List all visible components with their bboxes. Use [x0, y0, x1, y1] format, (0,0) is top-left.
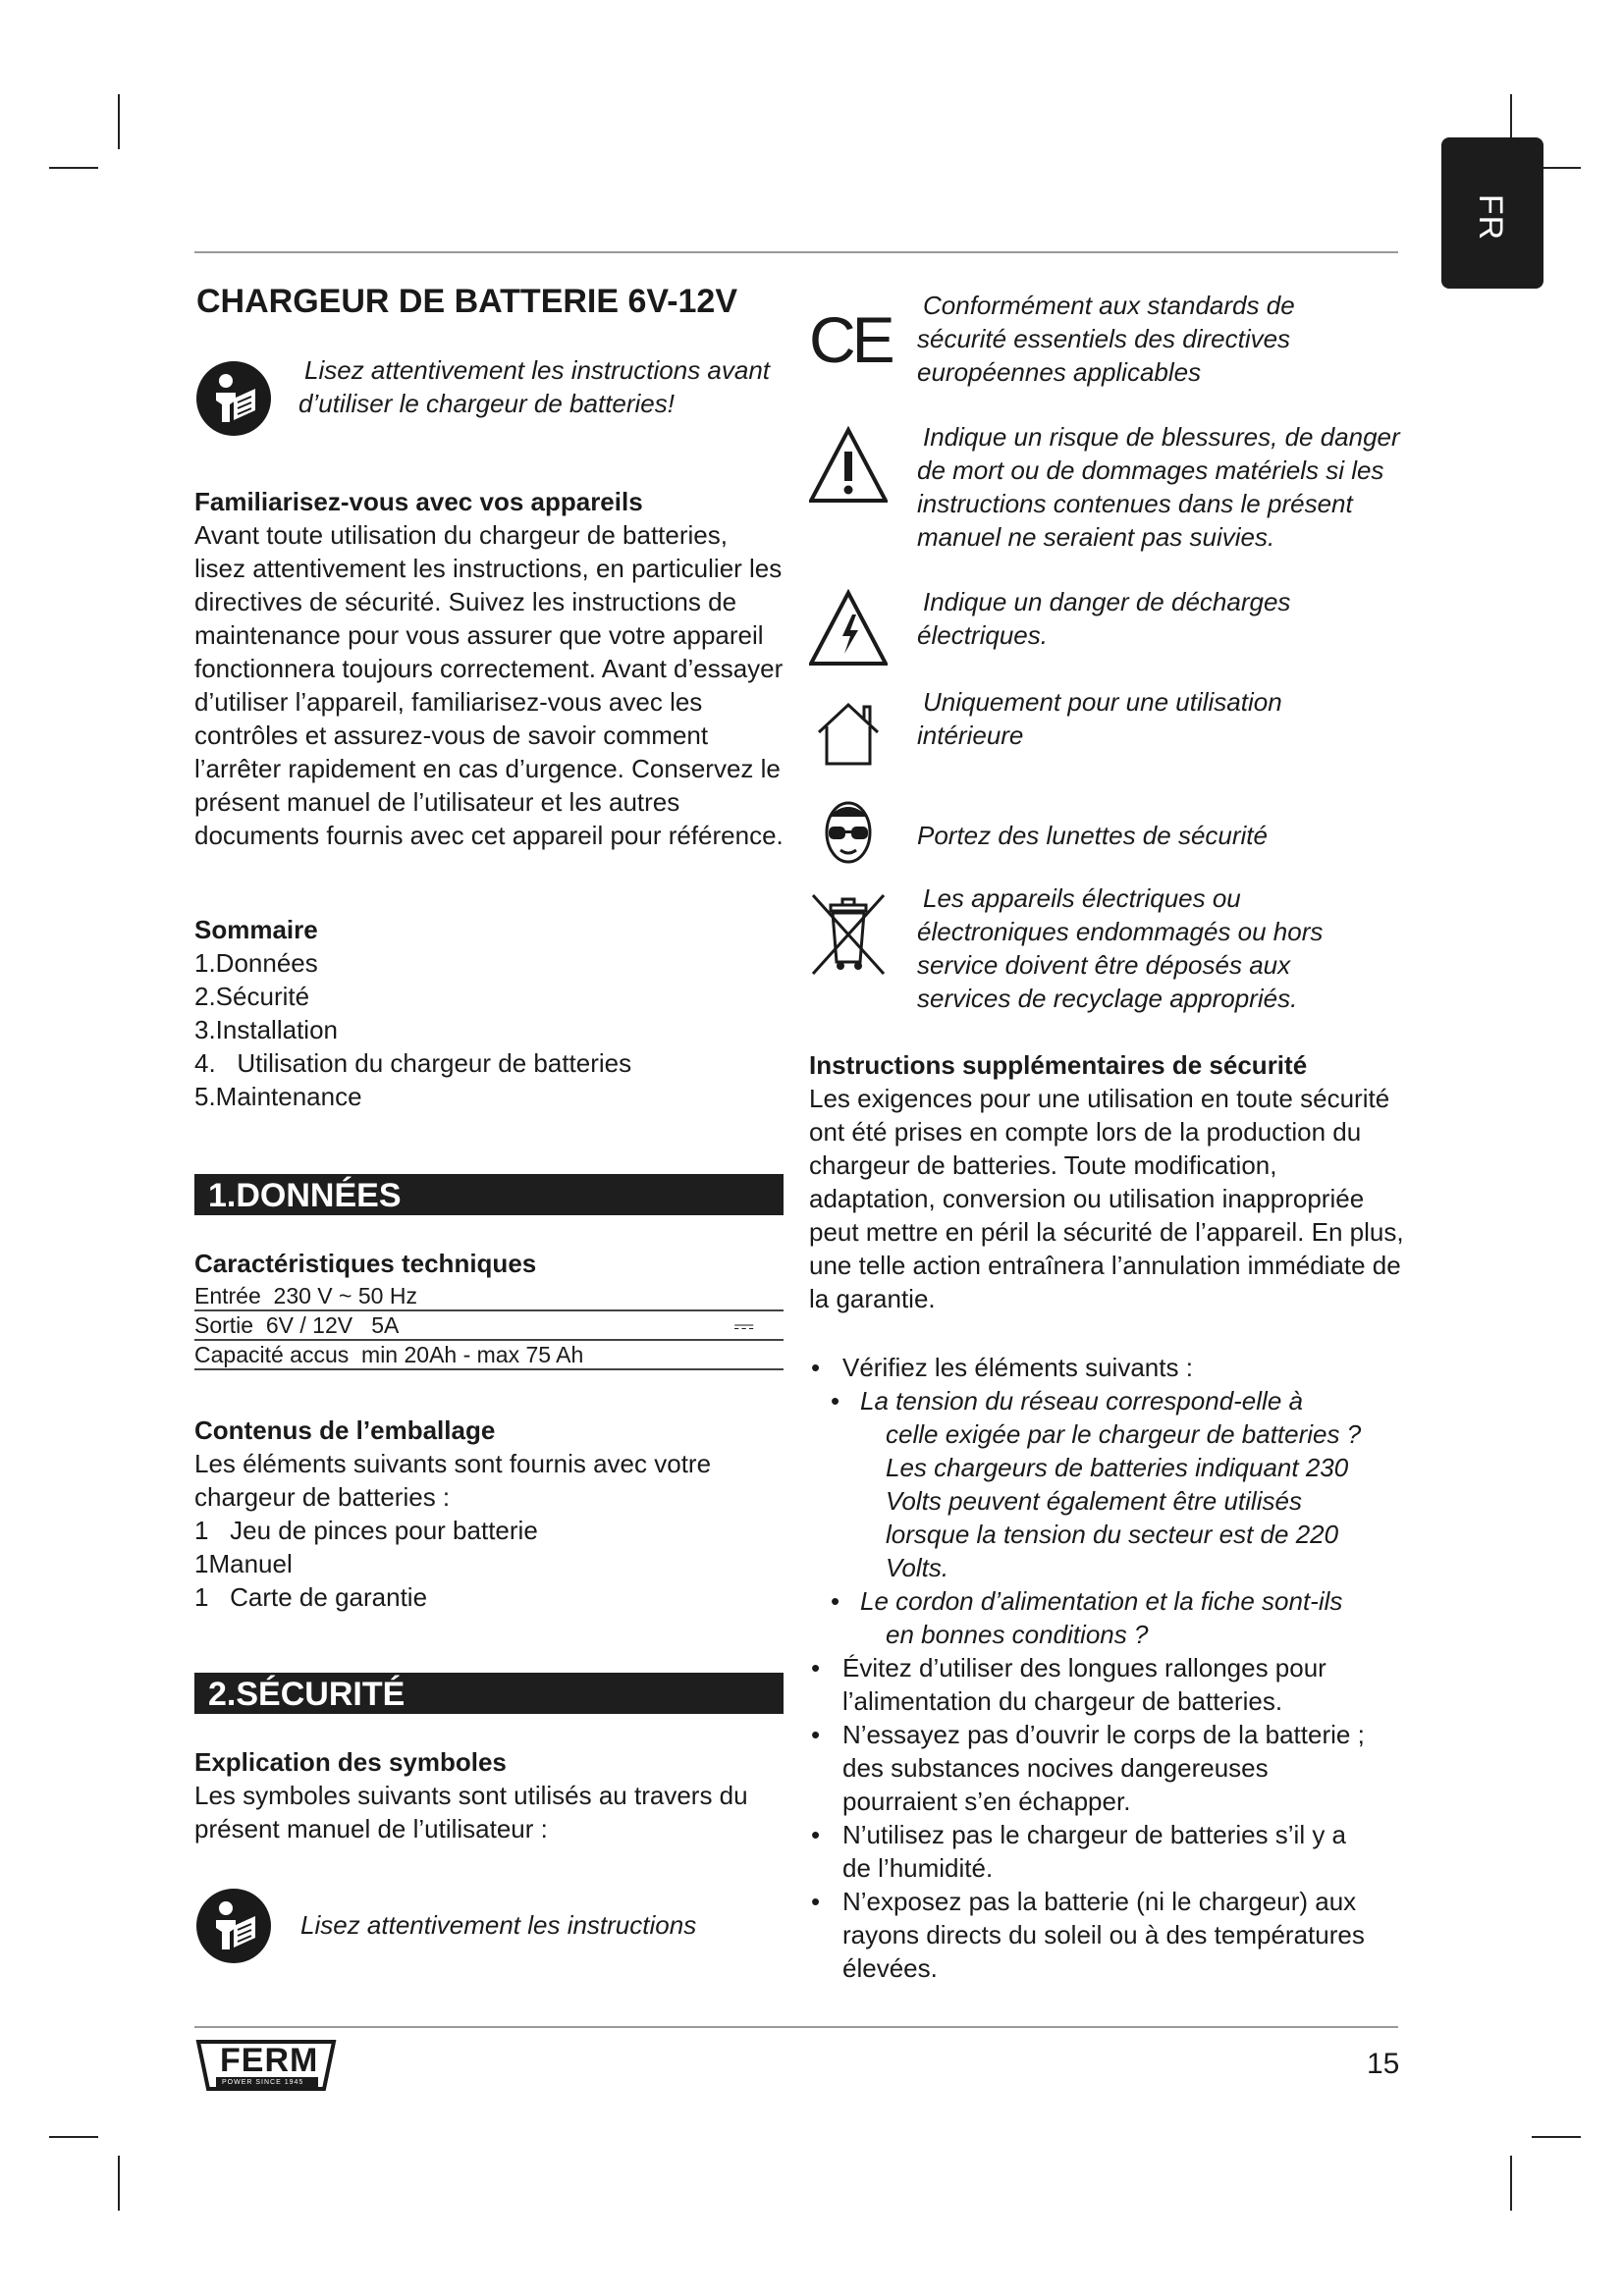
- bullet: •: [831, 1586, 840, 1616]
- section-title: 2.SÉCURITÉ: [208, 1676, 406, 1713]
- header-rule: [194, 251, 1398, 253]
- crop-mark: [1532, 2136, 1581, 2138]
- bullet: •: [811, 1653, 821, 1682]
- dc-symbol-icon: ⎓: [733, 1310, 754, 1340]
- safety-item: Évitez d’utiliser des longues rallonges pour l’alimentation du chargeur de batteries.: [842, 1653, 1326, 1716]
- read-note: Lisez attentivement les instructions: [300, 1910, 697, 1940]
- symbol-row-ce: [809, 289, 1418, 397]
- indoor-house-icon: [809, 699, 888, 777]
- language-tab: [1441, 137, 1543, 289]
- symbol-row-weee: [809, 881, 1418, 1029]
- spec-heading: Caractéristiques techniques: [194, 1249, 537, 1278]
- brand-tagline: POWER SINCE 1945: [222, 2079, 304, 2086]
- symbol-text: Conformément aux standards de sécurité essentiels des directives européennes applicables: [917, 291, 1295, 387]
- bullet: •: [811, 1720, 821, 1749]
- symbol-text: Indique un danger de décharges électriques.: [917, 587, 1291, 650]
- spec-row-output: [194, 1311, 784, 1341]
- symbol-row-electric: [809, 585, 1418, 673]
- symbol-text: Uniquement pour une utilisation intérieure: [917, 687, 1282, 750]
- extra-safety-body: Les exigences pour une utilisation en toute sécurité ont été prises en compte lors de la production du chargeur de batteries. Toute modification, adaptation, conversion ou utilisation inappropriée peut mettre en péril la sécurité de l’appareil. En plus, une telle action entraînera l’annulation immédiate de la garantie.: [809, 1084, 1404, 1313]
- bullet: •: [811, 1820, 821, 1849]
- symbols-intro: Les symboles suivants sont utilisés au travers du présent manuel de l’utilisateur :: [194, 1781, 748, 1843]
- intro-note: Lisez attentivement les instructions avant d’utiliser le chargeur de batteries!: [298, 355, 771, 418]
- summary-item: 3.Installation: [194, 1015, 338, 1044]
- ce-mark-icon: [809, 302, 892, 381]
- package-item: 1 Jeu de pinces pour batterie: [194, 1516, 538, 1545]
- check-cord-a: Le cordon d’alimentation et la fiche sont-ils: [860, 1586, 1343, 1616]
- crop-mark: [118, 2156, 120, 2211]
- section-title: 1.DONNÉES: [208, 1177, 402, 1214]
- safety-glasses-icon: [809, 791, 888, 870]
- bullet: •: [811, 1353, 821, 1382]
- summary-item: 2.Sécurité: [194, 982, 310, 1011]
- check-intro: Vérifiez les éléments suivants :: [842, 1353, 1193, 1382]
- package-item: 1 Carte de garantie: [194, 1582, 428, 1612]
- page-title: CHARGEUR DE BATTERIE 6V-12V: [196, 283, 738, 320]
- crop-mark: [1510, 2156, 1512, 2211]
- symbol-row-warning: [809, 420, 1418, 567]
- check-voltage-a: La tension du réseau correspond-elle à: [860, 1386, 1303, 1415]
- safety-item: N’essayez pas d’ouvrir le corps de la batterie ; des substances nocives dangereuses pourraient s’en échapper.: [842, 1720, 1365, 1816]
- warning-triangle-icon: [809, 426, 888, 505]
- symbol-row-indoor: [809, 685, 1418, 774]
- summary-item: 4. Utilisation du chargeur de batteries: [194, 1048, 632, 1078]
- symbol-text: Les appareils électriques ou électroniques endommagés ou hors service doivent être déposés aux services de recyclage appropriés.: [917, 883, 1324, 1013]
- spec-text: Capacité accus min 20Ah - max 75 Ah: [194, 1342, 584, 1367]
- language-tab-label: FR: [1472, 193, 1510, 241]
- bullet: •: [831, 1386, 840, 1415]
- crop-mark: [49, 167, 98, 169]
- spec-row-capacity: [194, 1341, 784, 1370]
- extra-safety-heading: Instructions supplémentaires de sécurité: [809, 1050, 1308, 1080]
- read-manual-icon: [194, 359, 273, 438]
- bullet: •: [811, 1887, 821, 1916]
- safety-item: N’utilisez pas le chargeur de batteries s’il y a de l’humidité.: [842, 1820, 1347, 1883]
- check-voltage-b: celle exigée par le chargeur de batteries ? Les chargeurs de batteries indiquant 230 Volts peuvent également être utilisés lorsque la tension du secteur est de 220 Volts.: [886, 1419, 1362, 1582]
- brand-name: FERM: [220, 2042, 319, 2079]
- crop-mark: [118, 94, 120, 149]
- package-heading: Contenus de l’emballage: [194, 1415, 496, 1445]
- spec-text: Sortie 6V / 12V 5A: [194, 1312, 400, 1338]
- check-cord-b: en bonnes conditions ?: [886, 1620, 1149, 1649]
- section-bar-securite: [194, 1673, 784, 1714]
- familiarize-heading: Familiarisez-vous avec vos appareils: [194, 487, 643, 516]
- symbol-text: Portez des lunettes de sécurité: [917, 821, 1268, 850]
- summary-list: [194, 946, 784, 1113]
- package-intro: Les éléments suivants sont fournis avec votre chargeur de batteries :: [194, 1449, 712, 1512]
- symbols-heading: Explication des symboles: [194, 1747, 507, 1777]
- symbol-row-glasses: [809, 791, 1418, 880]
- footer-rule: [194, 2026, 1398, 2028]
- summary-item: 5.Maintenance: [194, 1082, 362, 1111]
- ce-mark-text: CE: [809, 303, 892, 376]
- ferm-logo: [194, 2038, 338, 2097]
- symbol-text: Indique un risque de blessures, de danger de mort ou de dommages matériels si les instructions contenues dans le présent manuel ne seraient pas suivies.: [917, 422, 1400, 552]
- electric-shock-icon: [809, 589, 888, 667]
- package-item: 1Manuel: [194, 1549, 293, 1578]
- familiarize-body: Avant toute utilisation du chargeur de batteries, lisez attentivement les instructions, en particulier les directives de sécurité. Suivez les instructions de maintenance pour vous assurer que votre appareil fonctionnera toujours correctement. Avant d’essayer d’utiliser l’appareil, familiarisez-vous avec les contrôles et assurez-vous de savoir comment l’arrêter rapidement en cas d’urgence. Conservez le présent manuel de l’utilisateur et les autres documents fournis avec cet appareil pour référence.: [194, 520, 784, 850]
- package-list: [194, 1514, 784, 1614]
- summary-item: 1.Données: [194, 948, 318, 978]
- crop-mark: [49, 2136, 98, 2138]
- summary-heading: Sommaire: [194, 915, 318, 944]
- page-number: 15: [1367, 2048, 1400, 2080]
- read-manual-icon: [194, 1887, 273, 1965]
- spec-row-input: [194, 1282, 784, 1311]
- safety-item: N’exposez pas la batterie (ni le chargeur) aux rayons directs du soleil ou à des températures élevées.: [842, 1887, 1365, 1983]
- spec-text: Entrée 230 V ~ 50 Hz: [194, 1283, 417, 1308]
- section-bar-donnees: [194, 1174, 784, 1215]
- weee-bin-icon: [809, 889, 888, 968]
